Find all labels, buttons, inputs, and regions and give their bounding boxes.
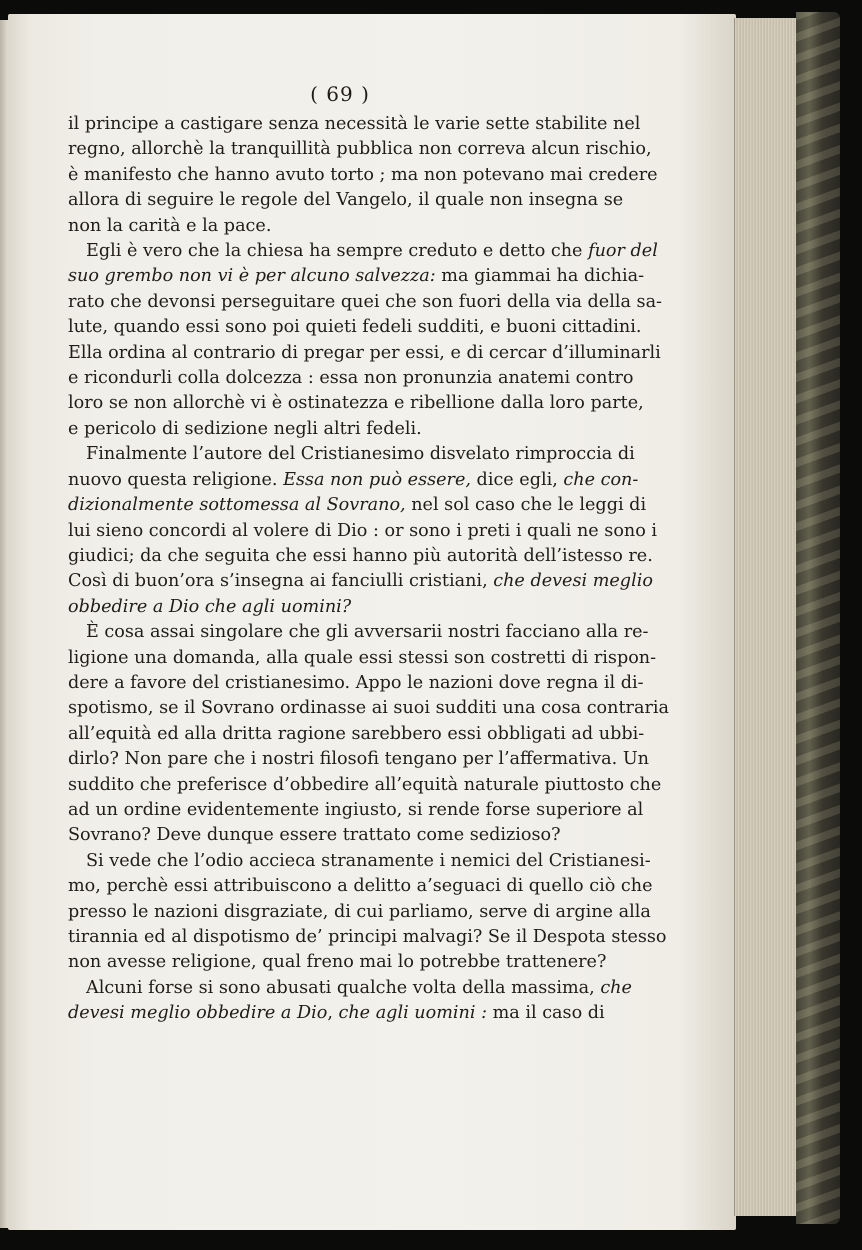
text-run: , [327,1003,339,1024]
text-line [68,417,610,442]
text-run: ligione una domanda, alla quale essi stessi son costretti di rispon- [68,647,657,668]
text-line [68,468,639,493]
text-run: rato che devonsi perseguitare quei che son fuori della via della sa- [68,291,663,312]
italic-text: suo grembo non vi è per alcuno salvezza: [68,266,436,287]
text-line [68,620,649,645]
text-line [68,925,667,950]
text-line [68,569,653,594]
text-line [68,747,650,772]
text-line [68,290,663,315]
paragraph [68,620,669,849]
text-line [68,544,653,569]
italic-text: fuor del [588,241,658,262]
text-run: dirlo? Non pare che i nostri filosofi tengano per l’affermativa. Un [68,749,650,770]
text-run: nel sol caso che le leggi di [405,495,647,516]
paragraph [68,112,658,239]
text-run: Egli è vero che la chiesa ha sempre creduto e detto che [86,241,589,262]
paragraph [68,239,663,442]
text-run: giudici; da che seguita che essi hanno più autorità dell’istesso re. [68,545,653,566]
text-line [68,341,661,366]
text-line [68,849,651,874]
italic-text: Essa non può essere, [283,469,471,490]
paragraph [68,976,632,1027]
text-line [68,823,610,848]
text-line [68,950,610,975]
text-line [68,366,634,391]
italic-text: che agli uomini : [338,1003,487,1024]
text-line [68,163,658,188]
text-line [68,696,669,721]
text-line [68,1001,610,1026]
text-line [68,773,662,798]
text-line [68,391,644,416]
text-line [68,519,658,544]
text-run: e ricondurli colla dolcezza : essa non pronunzia anatemi contro [68,368,634,389]
text-run: non avesse religione, qual freno mai lo potrebbe trattenere? [68,952,607,973]
text-run: Finalmente l’autore del Cristianesimo disvelato rimproccia di [86,444,635,465]
italic-text: che con- [563,469,639,490]
text-run: Sovrano? Deve dunque essere trattato come sedizioso? [68,825,561,846]
text-line [68,900,651,925]
text-run: Ella ordina al contrario di pregar per essi, e di cercar d’illuminarli [68,342,661,363]
text-run: spotismo, se il Sovrano ordinasse ai suoi sudditi una cosa contraria [68,698,669,719]
text-run: ma il caso di [487,1003,605,1024]
text-run: ma giammai ha dichia- [435,266,645,287]
text-run: lui sieno concordi al volere di Dio : or sono i preti i quali ne sono i [68,520,658,541]
text-run: nuovo questa religione. [68,469,284,490]
book-cover [796,12,840,1224]
text-run: tirannia ed al dispotismo de’ principi malvagi? Se il Despota stesso [68,927,667,947]
italic-text: che [600,977,632,998]
italic-text: obbedire a Dio che agli uomini? [68,596,352,617]
paragraph [68,442,658,620]
text-run: e pericolo di sedizione negli altri fedeli. [68,418,422,439]
text-run: mo, perchè essi attribuiscono a delitto a’seguaci di quello ciò che [68,876,653,897]
text-run: dere a favore del cristianesimo. Appo le nazioni dove regna il di- [68,672,644,693]
text-run: suddito che preferisce d’obbedire all’equità naturale piuttosto che [68,774,662,795]
text-run: dice egli, [470,469,564,490]
paragraph [68,849,667,976]
text-line [68,112,641,137]
text-run: regno, allorchè la tranquillità pubblica non correva alcun rischio, [68,139,652,160]
text-run: lute, quando essi sono poi quieti fedeli sudditi, e buoni cittadini. [68,317,642,338]
text-line [68,264,645,289]
text-line [68,646,657,671]
text-line [68,239,658,264]
text-run: all’equità ed alla dritta ragione sarebbero essi obbligati ad ubbi- [68,723,645,744]
text-line [68,493,647,518]
text-line [68,595,610,620]
text-run: Si vede che l’odio accieca stranamente i nemici del Cristianesi- [86,850,651,871]
page-edges [734,18,799,1216]
text-run: allora di seguire le regole del Vangelo, il quale non insegna se [68,190,624,211]
text-line [68,798,644,823]
text-line [68,137,652,162]
text-run: non la carità e la pace. [68,215,272,236]
body-text [68,112,669,1027]
text-run: ad un ordine evidentemente ingiusto, si rende forse superiore al [68,799,644,820]
text-line [68,722,645,747]
italic-text: dizionalmente sottomessa al Sovrano, [68,495,406,516]
text-run: il principe a castigare senza necessità le varie sette stabilite nel [68,114,641,134]
text-line [68,214,610,239]
italic-text: che devesi meglio [493,571,653,592]
text-run: È cosa assai singolare che gli avversarii nostri facciano alla re- [86,622,649,643]
text-line [68,976,632,1001]
text-run: Così di buon’ora s’insegna ai fanciulli cristiani, [68,571,494,592]
text-line [68,874,653,899]
italic-text: devesi meglio obbedire a Dio [68,1003,328,1024]
text-line [68,442,635,467]
text-run: loro se non allorchè vi è ostinatezza e ribellione dalla loro parte, [68,393,644,414]
text-run: Alcuni forse si sono abusati qualche volta della massima, [86,977,601,998]
text-line [68,671,644,696]
text-run: presso le nazioni disgraziate, di cui parliamo, serve di argine alla [68,901,651,922]
text-line [68,315,642,340]
text-run: è manifesto che hanno avuto torto ; ma non potevano mai credere [68,164,658,185]
page-number: ( 69 ) [310,82,370,106]
text-line [68,188,624,213]
